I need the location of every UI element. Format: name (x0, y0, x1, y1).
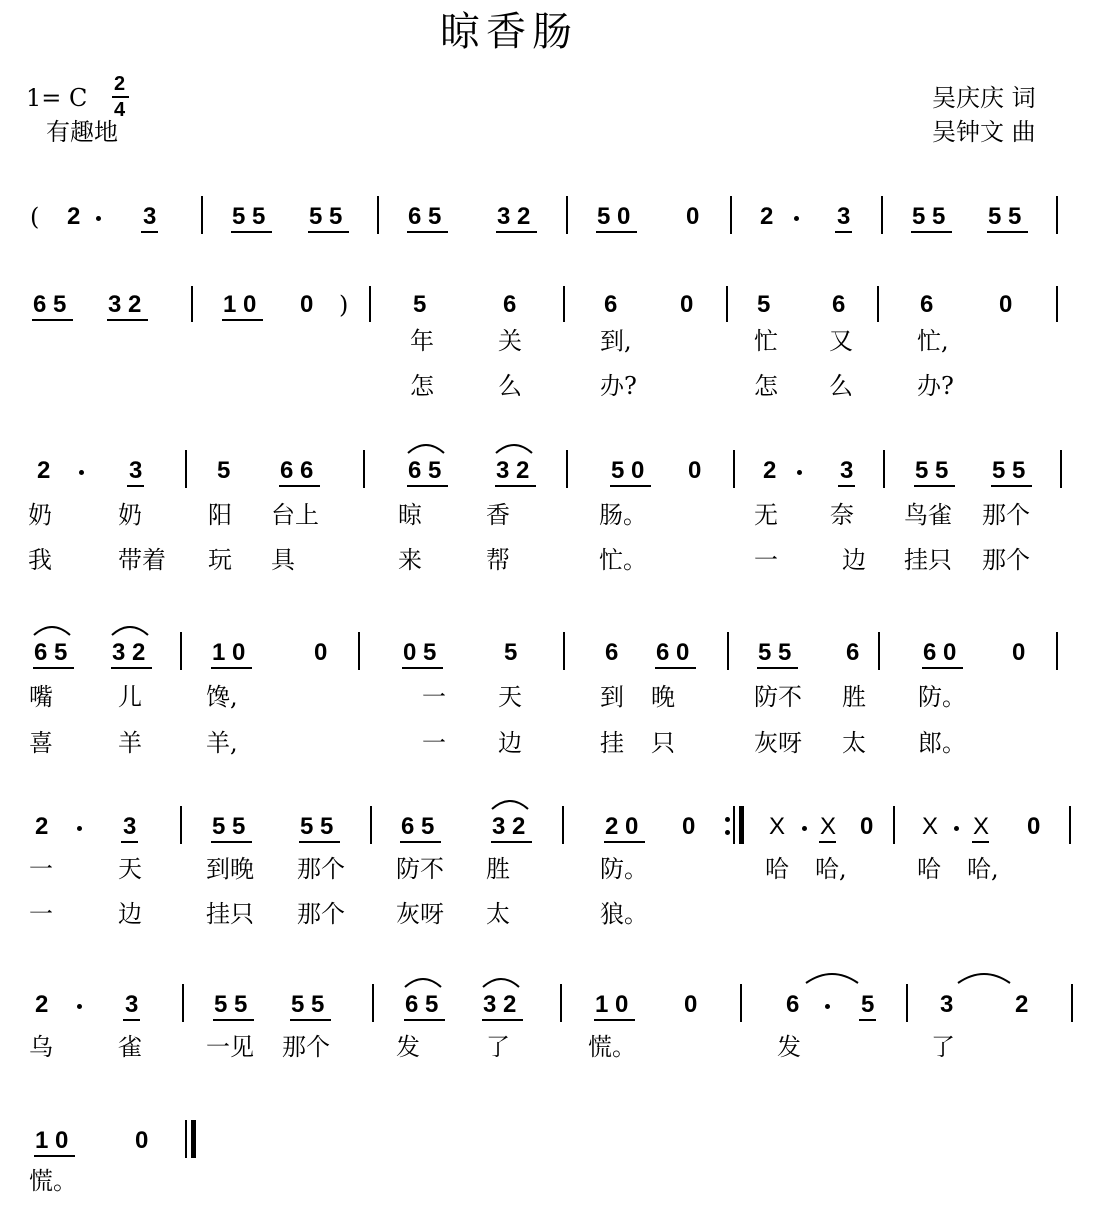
underline (213, 1019, 254, 1021)
slur-mark (403, 975, 443, 989)
underline (127, 485, 144, 487)
lyric: 边 (842, 546, 866, 574)
note: 5 5 (300, 813, 334, 840)
lyric: 帮 (486, 546, 510, 574)
lyric: 关 (498, 327, 522, 355)
underline (407, 231, 448, 233)
lyric: 天 (498, 683, 522, 711)
lyric: 那个 (982, 501, 1030, 529)
rest: 0 (860, 813, 874, 840)
song-title: 晾香肠 (440, 9, 578, 55)
note: 3 (123, 813, 137, 840)
barline (563, 286, 565, 322)
lyric: 台上 (271, 501, 319, 529)
note: 1 0 (595, 991, 629, 1018)
lyric: 灰呀 (754, 729, 802, 757)
slur-mark (110, 623, 150, 637)
lyric: 晾 (398, 501, 422, 529)
note: 6 (604, 291, 618, 318)
barline (369, 286, 371, 322)
note: 6 (846, 639, 860, 666)
barline (740, 984, 742, 1022)
note: 5 (757, 291, 771, 318)
augmentation-dot (802, 826, 807, 831)
underline (987, 231, 1028, 233)
barline (363, 450, 365, 488)
augmentation-dot (77, 1004, 82, 1009)
underline (290, 1019, 331, 1021)
augmentation-dot (954, 826, 959, 831)
note: 3 2 (496, 457, 530, 484)
barline (877, 286, 879, 322)
augmentation-dot (797, 470, 802, 475)
lyric: 那个 (982, 546, 1030, 574)
barline (730, 196, 732, 234)
lyric: 哈, (967, 855, 999, 883)
underline (496, 231, 537, 233)
percussion-note: X (769, 813, 786, 840)
note: 5 5 (912, 203, 946, 230)
lyric: 又 (829, 327, 853, 355)
time-signature-bottom: 4 (114, 99, 126, 121)
underline (972, 841, 989, 843)
slur-mark (32, 623, 72, 637)
underline (482, 1019, 523, 1021)
lyric: 一见 (206, 1033, 254, 1061)
lyric: 嘴 (29, 683, 53, 711)
lyric: 肠。 (599, 501, 647, 529)
note: 3 (840, 457, 854, 484)
note: 1 0 (35, 1127, 69, 1154)
lyric: 那个 (297, 900, 345, 928)
lyric: 么 (829, 372, 853, 400)
note: 3 2 (112, 639, 146, 666)
lyric: 挂 (600, 729, 624, 757)
barline (372, 984, 374, 1022)
barline (727, 632, 729, 670)
rest: 0 (688, 457, 702, 484)
underline (838, 485, 855, 487)
lyric: 挂只 (206, 900, 254, 928)
rest: 0 (999, 291, 1013, 318)
note: 6 (786, 991, 800, 1018)
lyric: 忙。 (599, 546, 647, 574)
note: 3 (125, 991, 139, 1018)
underline (279, 485, 320, 487)
note: 6 (605, 639, 619, 666)
underline (111, 667, 152, 669)
lyric: 忙, (917, 327, 949, 355)
lyric: 雀 (118, 1033, 142, 1061)
note: 6 (503, 291, 517, 318)
note: 3 (143, 203, 157, 230)
barline (1056, 286, 1058, 322)
note: 6 0 (656, 639, 690, 666)
lyric: 来 (398, 546, 422, 574)
lyric: 一 (422, 729, 446, 757)
key-signature: 1= C (26, 84, 88, 112)
barline (1071, 984, 1073, 1022)
underline (121, 841, 138, 843)
note: 5 5 (214, 991, 248, 1018)
underline (596, 231, 637, 233)
note: 1 0 (212, 639, 246, 666)
lyric: 具 (271, 546, 295, 574)
composer-credit: 吴钟文 曲 (932, 118, 1036, 146)
underline (222, 319, 263, 321)
open-paren: ( (30, 203, 40, 231)
note: 2 (35, 813, 49, 840)
lyric: 乌 (29, 1033, 53, 1061)
lyric: 天 (118, 855, 142, 883)
note: 5 5 (992, 457, 1026, 484)
augmentation-dot (79, 470, 84, 475)
lyric: 防。 (600, 855, 648, 883)
note: 6 (832, 291, 846, 318)
lyric: 喜 (29, 729, 53, 757)
note: 5 (861, 991, 875, 1018)
note: 6 5 (33, 291, 67, 318)
lyric: 一 (422, 683, 446, 711)
rest: 0 (686, 203, 700, 230)
percussion-note: X (973, 813, 990, 840)
lyric: 胜 (842, 683, 866, 711)
underline (400, 841, 441, 843)
lyric: 么 (498, 372, 522, 400)
note: 2 (763, 457, 777, 484)
note: 2 (67, 203, 81, 230)
note: 6 6 (280, 457, 314, 484)
lyric: 灰呀 (396, 900, 444, 928)
lyric: 边 (498, 729, 522, 757)
lyric: 挂只 (904, 546, 952, 574)
underline (757, 667, 798, 669)
rest: 0 (1012, 639, 1026, 666)
rest: 0 (314, 639, 328, 666)
repeat-dot-top (725, 817, 730, 822)
lyric: 慌。 (29, 1167, 77, 1195)
note: 2 (760, 203, 774, 230)
rest: 0 (1027, 813, 1041, 840)
underline (911, 231, 952, 233)
lyric: 儿 (118, 683, 142, 711)
underline (495, 485, 536, 487)
underline (835, 231, 852, 233)
lyric: 怎 (410, 372, 434, 400)
note: 6 5 (401, 813, 435, 840)
lyric: 慌。 (588, 1033, 636, 1061)
note: 2 0 (605, 813, 639, 840)
lyric: 我 (28, 546, 52, 574)
lyric: 郎。 (918, 729, 966, 757)
lyric: 办? (600, 372, 637, 400)
lyric: 太 (842, 729, 866, 757)
barline (906, 984, 908, 1022)
underline (594, 1019, 635, 1021)
lyric: 忙 (754, 327, 778, 355)
note: 6 5 (408, 457, 442, 484)
barline (358, 632, 360, 670)
lyric: 发 (777, 1033, 801, 1061)
note: 5 5 (309, 203, 343, 230)
lyric: 怎 (754, 372, 778, 400)
barline (182, 984, 184, 1022)
lyric: 一 (29, 900, 53, 928)
lyric: 发 (396, 1033, 420, 1061)
percussion-note: X (820, 813, 837, 840)
lyric: 奶 (28, 501, 52, 529)
underline (211, 841, 252, 843)
rest: 0 (680, 291, 694, 318)
barline (1069, 806, 1071, 844)
lyric: 哈 (765, 855, 789, 883)
barline (562, 806, 564, 844)
underline (610, 485, 651, 487)
barline (881, 196, 883, 234)
underline (991, 485, 1032, 487)
lyric: 边 (118, 900, 142, 928)
repeat-barline-thin (733, 806, 735, 844)
lyric: 哈, (815, 855, 847, 883)
note: 2 (37, 457, 51, 484)
note: 1 0 (223, 291, 257, 318)
note: 3 (940, 991, 954, 1018)
tie-mark (804, 969, 860, 985)
note: 6 (920, 291, 934, 318)
percussion-note: X (922, 813, 939, 840)
barline (1060, 450, 1062, 488)
repeat-dot-bottom (725, 830, 730, 835)
barline (560, 984, 562, 1022)
note: 3 2 (497, 203, 531, 230)
note: 5 5 (758, 639, 792, 666)
tie-mark (956, 969, 1012, 985)
barline (370, 806, 372, 844)
augmentation-dot (96, 216, 101, 221)
time-signature-top: 2 (114, 73, 126, 95)
lyric: 狼。 (600, 900, 648, 928)
lyric: 防。 (918, 683, 966, 711)
note: 5 5 (232, 203, 266, 230)
barline (878, 632, 880, 670)
final-barline-thick (191, 1120, 196, 1158)
note: 6 5 (408, 203, 442, 230)
underline (404, 1019, 445, 1021)
lyricist-credit: 吴庆庆 词 (932, 84, 1036, 112)
lyric: 带着 (118, 546, 166, 574)
note: 5 (413, 291, 427, 318)
lyric: 那个 (282, 1033, 330, 1061)
barline (1056, 632, 1058, 670)
note: 5 (504, 639, 518, 666)
barline (566, 196, 568, 234)
lyric: 到, (600, 327, 632, 355)
time-signature-line (112, 96, 129, 98)
lyric: 了 (931, 1033, 955, 1061)
lyric: 只 (651, 729, 675, 757)
note: 5 0 (611, 457, 645, 484)
note: 3 (837, 203, 851, 230)
underline (308, 231, 349, 233)
lyric: 胜 (486, 855, 510, 883)
barline (185, 450, 187, 488)
underline (604, 841, 645, 843)
rest: 0 (300, 291, 314, 318)
underline (123, 1019, 140, 1021)
slur-mark (406, 441, 446, 455)
lyric: 防不 (396, 855, 444, 883)
lyric: 羊 (118, 729, 142, 757)
slur-mark (481, 975, 521, 989)
barline (1056, 196, 1058, 234)
lyric: 哈 (917, 855, 941, 883)
underline (914, 485, 955, 487)
note: 6 5 (405, 991, 439, 1018)
lyric: 奈 (830, 501, 854, 529)
note: 6 5 (34, 639, 68, 666)
lyric: 了 (486, 1033, 510, 1061)
underline (211, 667, 252, 669)
note: 3 (129, 457, 143, 484)
augmentation-dot (77, 826, 82, 831)
lyric: 奶 (118, 501, 142, 529)
lyric: 到 (600, 683, 624, 711)
barline (563, 632, 565, 670)
underline (922, 667, 963, 669)
underline (655, 667, 696, 669)
lyric: 鸟雀 (904, 501, 952, 529)
note: 0 5 (403, 639, 437, 666)
lyric: 一 (754, 546, 778, 574)
rest: 0 (682, 813, 696, 840)
lyric: 玩 (208, 546, 232, 574)
note: 5 (217, 457, 231, 484)
underline (859, 1019, 876, 1021)
underline (33, 667, 74, 669)
final-barline-thin (185, 1120, 187, 1158)
lyric: 羊, (206, 729, 238, 757)
barline (180, 632, 182, 670)
note: 2 (1015, 991, 1029, 1018)
close-paren: ) (339, 291, 349, 319)
note: 3 2 (483, 991, 517, 1018)
underline (107, 319, 148, 321)
augmentation-dot (825, 1004, 830, 1009)
slur-mark (494, 441, 534, 455)
lyric: 香 (486, 501, 510, 529)
underline (32, 319, 73, 321)
underline (819, 841, 836, 843)
underline (402, 667, 443, 669)
underline (491, 841, 532, 843)
barline (726, 286, 728, 322)
slur-mark (490, 797, 530, 811)
repeat-barline-thick (739, 806, 744, 844)
lyric: 那个 (297, 855, 345, 883)
underline (34, 1155, 75, 1157)
lyric: 太 (486, 900, 510, 928)
barline (201, 196, 203, 234)
lyric: 到晚 (206, 855, 254, 883)
underline (231, 231, 272, 233)
note: 5 5 (988, 203, 1022, 230)
lyric: 一 (29, 855, 53, 883)
augmentation-dot (794, 216, 799, 221)
lyric: 馋, (206, 683, 238, 711)
tempo-marking: 有趣地 (46, 118, 118, 146)
barline (883, 450, 885, 488)
note: 3 2 (108, 291, 142, 318)
note: 5 5 (212, 813, 246, 840)
lyric: 办? (917, 372, 954, 400)
lyric: 阳 (208, 501, 232, 529)
lyric: 防不 (754, 683, 802, 711)
note: 5 0 (597, 203, 631, 230)
note: 5 5 (915, 457, 949, 484)
lyric: 无 (754, 501, 778, 529)
note: 6 0 (923, 639, 957, 666)
underline (141, 231, 158, 233)
barline (893, 806, 895, 844)
rest: 0 (684, 991, 698, 1018)
barline (733, 450, 735, 488)
lyric: 晚 (651, 683, 675, 711)
barline (191, 286, 193, 322)
barline (377, 196, 379, 234)
note: 5 5 (291, 991, 325, 1018)
barline (180, 806, 182, 844)
lyric: 年 (410, 327, 434, 355)
rest: 0 (135, 1127, 149, 1154)
barline (566, 450, 568, 488)
note: 2 (35, 991, 49, 1018)
note: 3 2 (492, 813, 526, 840)
underline (299, 841, 340, 843)
underline (407, 485, 448, 487)
